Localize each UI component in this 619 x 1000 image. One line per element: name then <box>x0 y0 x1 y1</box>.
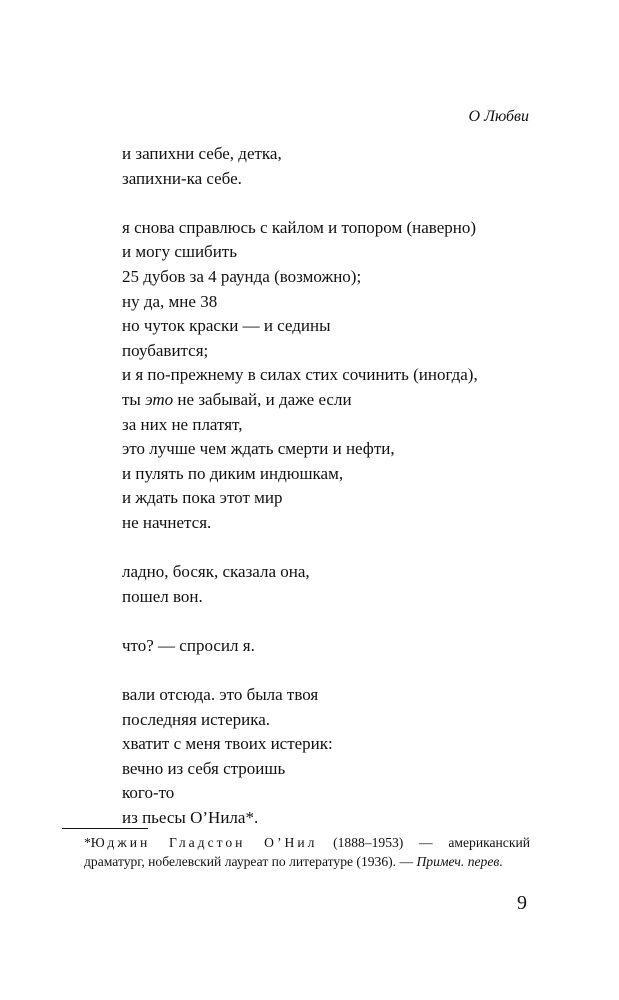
poem-text: не забывай, и даже если <box>173 389 352 409</box>
page-number: 9 <box>517 892 527 914</box>
poem-line: ну да, мне 38 <box>122 291 218 311</box>
poem-line: это лучше чем ждать смерти и нефти, <box>122 439 395 459</box>
poem-line: и пулять по диким индюшкам, <box>122 463 344 483</box>
poem-line: пошел вон. <box>122 586 203 606</box>
footnote-end: . <box>499 854 503 869</box>
poem-line: не начнется. <box>122 512 212 532</box>
poem-line: вали отсюда. это была твоя <box>122 685 319 705</box>
footnote-text: (1888–1953) — американский драматург, нобелевский лауреат по литературе (1936). — <box>84 835 530 869</box>
poem-line: запихни-ка себе. <box>122 168 242 188</box>
poem-line: и могу сшибить <box>122 242 237 262</box>
poem-line: вечно из себя строишь <box>122 758 286 778</box>
poem-line <box>122 388 542 413</box>
poem-line: что? — спросил я. <box>122 635 255 655</box>
poem-line: но чуток краски — и седины <box>122 316 331 336</box>
footnote-name: Юджин Гладстон О’Нил <box>90 835 318 850</box>
footnote-body <box>62 833 530 871</box>
poem-line: и я по-прежнему в силах стих сочинить (иногда), <box>122 365 478 385</box>
stanza-3 <box>122 560 542 609</box>
poem-line: 25 дубов за 4 раунда (возможно); <box>122 266 362 286</box>
poem-line: и запихни себе, детка, <box>122 144 282 163</box>
poem-line: ладно, босяк, сказала она, <box>122 562 310 582</box>
poem-line: хватит с меня твоих истерик: <box>122 734 333 754</box>
poem-line: кого-то <box>122 783 175 803</box>
stanza-1 <box>122 142 542 191</box>
footnote-note: Примеч. перев <box>416 854 500 869</box>
poem-line: последняя истерика. <box>122 709 271 729</box>
stanza-2 <box>122 216 542 536</box>
footnote-marker: * <box>84 835 91 850</box>
poem <box>122 142 542 831</box>
poem-line: я снова справлюсь с кайлом и топором (наверно) <box>122 217 477 237</box>
poem-line: поубавится; <box>122 340 209 360</box>
stanza-4 <box>122 634 542 659</box>
footnote <box>62 833 530 871</box>
poem-line: из пьесы О’Нила*. <box>122 808 259 828</box>
poem-text: ты <box>122 389 146 409</box>
emphasis-text: это <box>145 389 174 409</box>
poem-line: за них не платят, <box>122 414 243 434</box>
footnote-divider <box>62 828 148 829</box>
stanza-5 <box>122 683 542 831</box>
poem-line: и ждать пока этот мир <box>122 488 283 508</box>
running-head: О Любви <box>468 108 529 125</box>
